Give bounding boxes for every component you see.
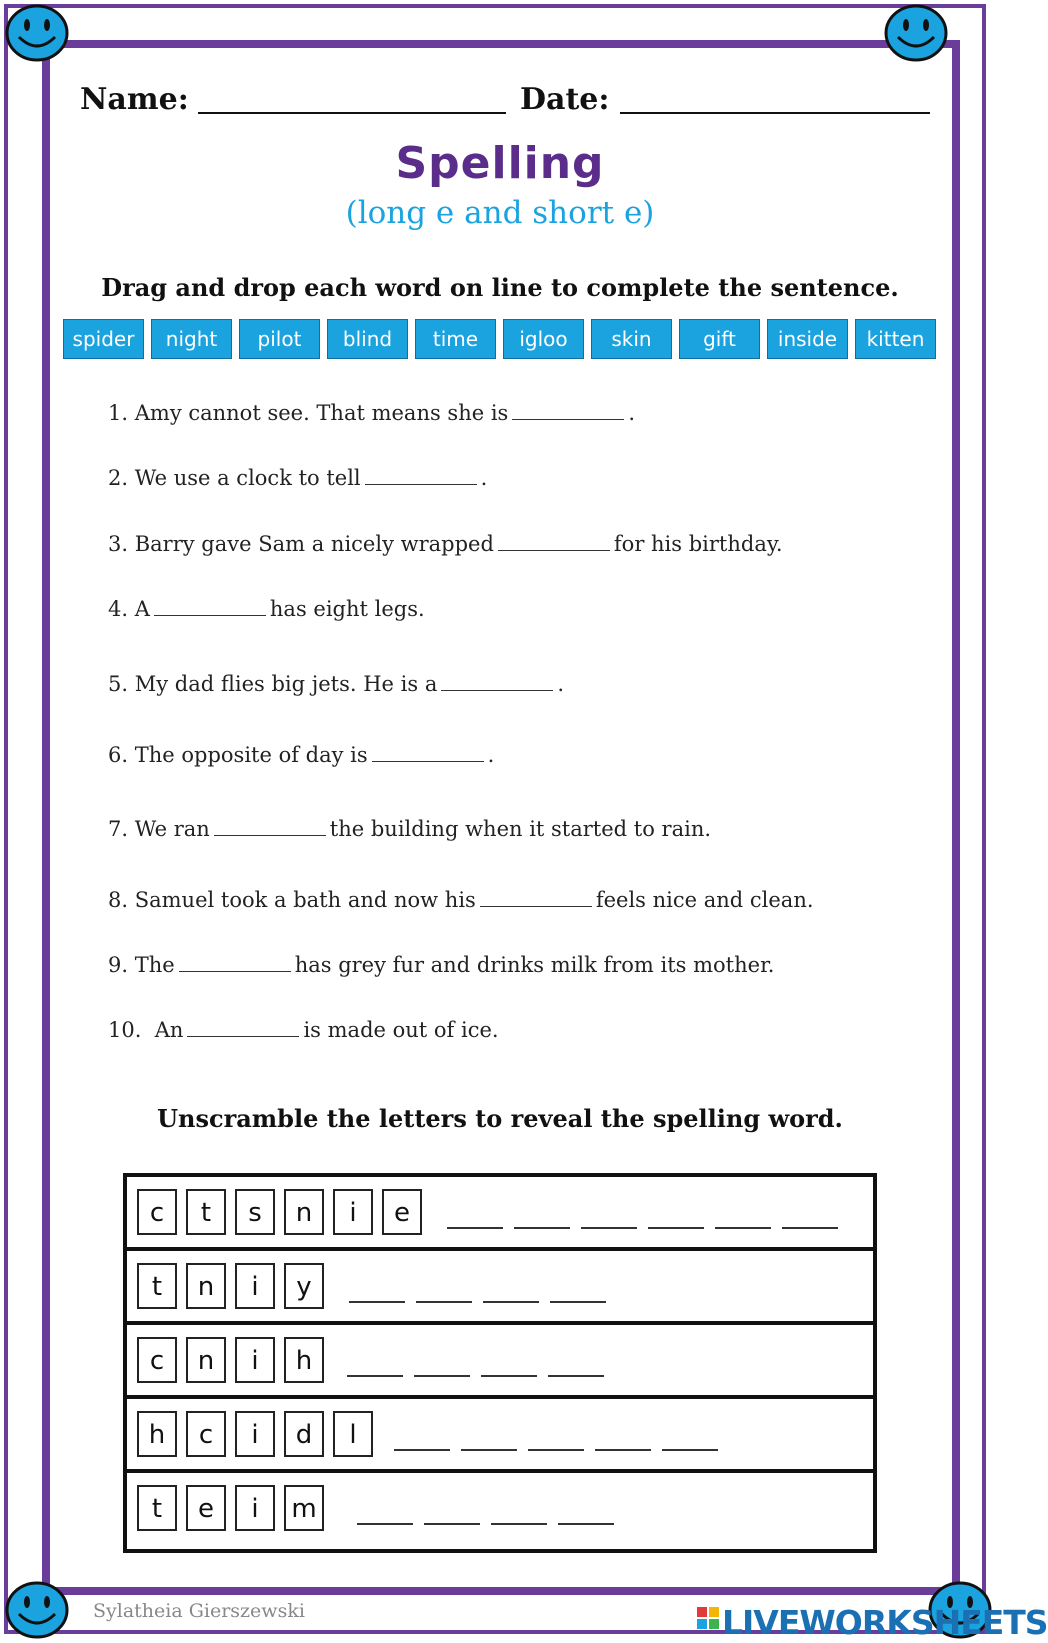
sentence-text: Barry gave Sam a nicely wrapped [134, 532, 494, 556]
unscramble-table [123, 1173, 877, 1553]
letter-tile: y [284, 1263, 324, 1309]
answer-slot[interactable] [550, 1301, 606, 1303]
sentence-number: 3. [108, 532, 129, 556]
sentence-text: An [154, 1018, 184, 1042]
unscramble-row [127, 1251, 873, 1325]
sentence-number: 9. [108, 953, 129, 977]
answer-slot[interactable] [514, 1227, 570, 1229]
sentence-item [108, 1016, 499, 1042]
answer-slot[interactable] [461, 1449, 517, 1451]
liveworksheets-brand[interactable]: LIVEWORKSHEETS [722, 1603, 1048, 1642]
sentence-text: feels nice and clean. [595, 888, 814, 912]
word-tile[interactable]: skin [591, 319, 672, 359]
sentence-number: 1. [108, 401, 129, 425]
answer-slot[interactable] [349, 1301, 405, 1303]
answer-slot[interactable] [347, 1375, 403, 1377]
sentence-number: 10. [108, 1018, 142, 1042]
word-tile[interactable]: inside [767, 319, 848, 359]
sentence-text: . [628, 401, 636, 425]
letter-tile: c [186, 1411, 226, 1457]
answer-slot[interactable] [483, 1301, 539, 1303]
drop-blank[interactable] [498, 530, 610, 551]
sentence-text: We use a clock to tell [134, 466, 361, 490]
page-subtitle: (long e and short e) [345, 195, 655, 231]
sentence-number: 7. [108, 817, 129, 841]
answer-slot[interactable] [558, 1523, 614, 1525]
sentence-text: The [134, 953, 175, 977]
drop-blank[interactable] [187, 1016, 299, 1037]
answer-slot[interactable] [491, 1523, 547, 1525]
letter-tile: i [235, 1485, 275, 1531]
sentence-text: The opposite of day is [134, 743, 368, 767]
drop-blank[interactable] [214, 815, 326, 836]
liveworksheets-logo-icon [697, 1607, 719, 1629]
sentence-item [108, 595, 425, 621]
letter-tile: n [186, 1337, 226, 1383]
word-tile[interactable]: spider [63, 319, 144, 359]
answer-slot[interactable] [581, 1227, 637, 1229]
sentence-number: 6. [108, 743, 129, 767]
letter-tile: t [137, 1485, 177, 1531]
page-title: Spelling [395, 138, 605, 189]
letter-tile: s [235, 1189, 275, 1235]
word-tile[interactable]: igloo [503, 319, 584, 359]
drop-blank[interactable] [154, 595, 266, 616]
letter-tile: m [284, 1485, 324, 1531]
sentence-text: is made out of ice. [303, 1018, 499, 1042]
word-tile[interactable]: blind [327, 319, 408, 359]
date-label: Date: [520, 82, 610, 117]
sentence-text: has grey fur and drinks milk from its mother. [294, 953, 775, 977]
sentence-item [108, 399, 635, 425]
drop-blank[interactable] [179, 951, 291, 972]
drop-blank[interactable] [480, 886, 592, 907]
letter-tile: i [235, 1337, 275, 1383]
sentence-item [108, 464, 487, 490]
smiley-icon [5, 3, 69, 63]
sentence-number: 5. [108, 672, 129, 696]
author-credit: Sylatheia Gierszewski [93, 1600, 305, 1622]
letter-tile: d [284, 1411, 324, 1457]
letter-tile: c [137, 1189, 177, 1235]
answer-slot[interactable] [662, 1449, 718, 1451]
sentence-text: has eight legs. [269, 597, 425, 621]
sentence-item [108, 886, 814, 912]
drop-blank[interactable] [372, 741, 484, 762]
answer-slot[interactable] [416, 1301, 472, 1303]
letter-tile: e [382, 1189, 422, 1235]
answer-slot[interactable] [424, 1523, 480, 1525]
answer-slot[interactable] [528, 1449, 584, 1451]
smiley-icon [884, 3, 948, 63]
date-field[interactable] [620, 112, 930, 114]
answer-slot[interactable] [447, 1227, 503, 1229]
word-tile[interactable]: gift [679, 319, 760, 359]
sentence-text: for his birthday. [613, 532, 783, 556]
word-tile[interactable]: kitten [855, 319, 936, 359]
unscramble-row [127, 1177, 873, 1251]
sentence-number: 8. [108, 888, 129, 912]
sentence-text: Samuel took a bath and now his [134, 888, 476, 912]
name-label: Name: [80, 82, 189, 117]
unscramble-instruction: Unscramble the letters to reveal the spelling word. [157, 1104, 843, 1133]
letter-tile: e [186, 1485, 226, 1531]
letter-tile: i [235, 1411, 275, 1457]
sentence-number: 2. [108, 466, 129, 490]
answer-slot[interactable] [394, 1449, 450, 1451]
unscramble-row [127, 1473, 873, 1547]
sentence-text: . [480, 466, 488, 490]
sentence-text: A [134, 597, 150, 621]
name-field[interactable] [198, 112, 506, 114]
sentence-item [108, 741, 494, 767]
letter-tile: i [333, 1189, 373, 1235]
answer-slot[interactable] [548, 1375, 604, 1377]
unscramble-row [127, 1399, 873, 1473]
sentence-text: the building when it started to rain. [329, 817, 712, 841]
sentence-text: Amy cannot see. That means she is [134, 401, 509, 425]
letter-tile: l [333, 1411, 373, 1457]
letter-tile: n [186, 1263, 226, 1309]
unscramble-row [127, 1325, 873, 1399]
answer-slot[interactable] [357, 1523, 413, 1525]
letter-tile: i [235, 1263, 275, 1309]
word-tile[interactable]: night [151, 319, 232, 359]
drop-blank[interactable] [441, 670, 553, 691]
sentence-text: . [487, 743, 495, 767]
drop-blank[interactable] [512, 399, 624, 420]
answer-slot[interactable] [414, 1375, 470, 1377]
word-bank [63, 319, 943, 359]
sentence-item [108, 670, 564, 696]
letter-tile: c [137, 1337, 177, 1383]
answer-slot[interactable] [481, 1375, 537, 1377]
word-bank-instruction: Drag and drop each word on line to complete the sentence. [101, 273, 899, 302]
sentence-item [108, 530, 783, 556]
sentence-text: My dad flies big jets. He is a [134, 672, 438, 696]
answer-slot[interactable] [715, 1227, 771, 1229]
drop-blank[interactable] [365, 464, 477, 485]
word-tile[interactable]: pilot [239, 319, 320, 359]
smiley-icon [5, 1580, 69, 1640]
letter-tile: h [284, 1337, 324, 1383]
sentence-number: 4. [108, 597, 129, 621]
letter-tile: n [284, 1189, 324, 1235]
sentence-item [108, 815, 711, 841]
answer-slot[interactable] [648, 1227, 704, 1229]
answer-slot[interactable] [595, 1449, 651, 1451]
letter-tile: h [137, 1411, 177, 1457]
sentence-text: . [557, 672, 565, 696]
word-tile[interactable]: time [415, 319, 496, 359]
sentence-item [108, 951, 774, 977]
letter-tile: t [137, 1263, 177, 1309]
sentence-text: We ran [134, 817, 210, 841]
letter-tile: t [186, 1189, 226, 1235]
answer-slot[interactable] [782, 1227, 838, 1229]
